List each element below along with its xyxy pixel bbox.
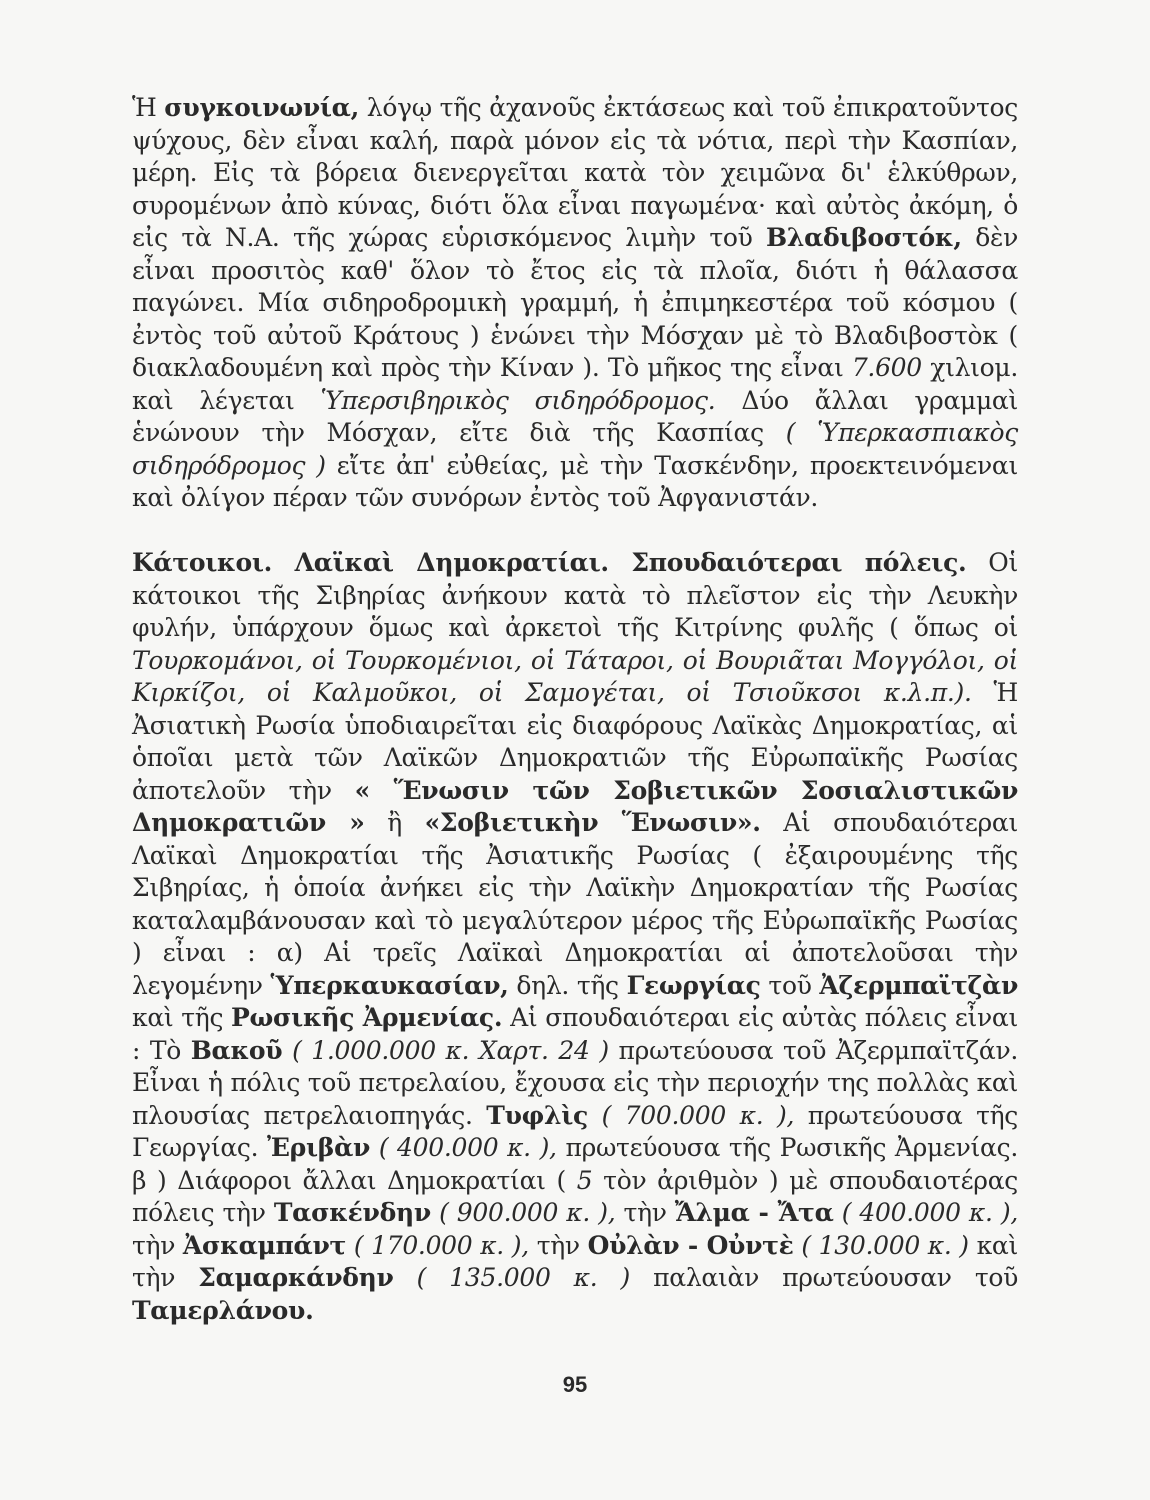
text-run: Ἀζερμπαϊτζὰν [819, 970, 1018, 1000]
text-run: Οἱ κάτοικοι τῆς Σιβηρίας ἀνήκουν κατὰ τὸ πλεῖστον εἰς τὴν Λευκὴν φυλήν, ὑπάρχουν ὅμως καὶ ἀρκετοὶ τῆς Κιτρίνης φυλῆς ( ὅπως οἱ [132, 548, 1018, 642]
text-run: Οὐλὰν - Οὐντὲ [587, 1230, 794, 1260]
text-run: καὶ τὴν [132, 1230, 1018, 1292]
text-run: τὴν [132, 1230, 183, 1260]
text-run: Ἡ [132, 93, 165, 122]
text-run: « Ἕνωσιν τῶν Σοβιετικῶν Σοσιαλιστικῶν Δημοκρατιῶν » [132, 775, 1018, 837]
text-run: Κάτοικοι. Λαϊκαὶ Δημοκρατίαι. Σπουδαιότεραι πόλεις. [132, 548, 967, 577]
text-run: Ρωσικῆς Ἀρμενίας. [231, 1003, 503, 1032]
text-run: Δύο ἄλλαι γραμμαὶ ἑνώνουν τὴν Μόσχαν, εἴτε διὰ τῆς Κασπίας [132, 385, 1019, 447]
text-run: ( Ὑπερκασπιακὸς σιδηρόδρομος ) [132, 418, 1018, 480]
text-run: πρωτεύουσα τῆς Ρωσικῆς Ἀρμενίας. β ) Διάφοροι ἄλλαι Δημοκρατίαι ( [132, 1133, 1018, 1195]
text-run: Αἱ σπουδαιότεραι Λαϊκαὶ Δημοκρατίαι τῆς Ἀσιατικῆς Ρωσίας ( ἐξαιρουμένης τῆς Σιβηρίας, ἡ ὁποία ἀνήκει εἰς τὴν Λαϊκὴν Δημοκρατίαν τῆς Ρωσίας καταλαμβάνουσαν καὶ τὸ μεγαλύτερον μέρος τῆς Εὐρωπαϊκῆς Ρωσίας ) εἶναι : α) Αἱ τρεῖς Λαϊκαὶ Δημοκρατίαι αἱ ἀποτελοῦσαι τὴν λεγομένην [132, 808, 1018, 1000]
paragraph-communications [132, 92, 1018, 515]
text-run: τὸν ἀριθμὸν ) μὲ σπουδαιοτέρας πόλεις τὴν [132, 1165, 1018, 1227]
text-run: Ὑπερσιβηρικὸς σιδηρόδρομος. [320, 385, 716, 415]
text-run: ( 170.000 κ. ), [346, 1230, 529, 1260]
text-run: Ἡ Ἀσιατικὴ Ρωσία ὑποδιαιρεῖται εἰς διαφόρους Λαϊκὰς Δημοκρατίας, αἱ ὁποῖαι μετὰ τῶν Λαϊκῶν Δημοκρατιῶν τῆς Εὐρωπαϊκῆς Ρωσίας ἀποτελοῦν τὴν [132, 678, 1019, 805]
text-run: Τυφλὶς [486, 1100, 588, 1130]
text-run: Γεωργίας [626, 970, 761, 1000]
text-run: Ἄλμα - Ἄτα [674, 1198, 834, 1227]
text-run: εἴτε ἀπ' εὐθείας, μὲ τὴν Τασκένδην, προεκτεινόμεναι καὶ ὀλίγον πέραν τῶν συνόρων ἐντὸς τοῦ Ἀφγανιστάν. [132, 450, 1019, 512]
text-run: ( 130.000 κ. ) [793, 1230, 969, 1260]
text-run: Ἀσκαμπάντ [182, 1230, 347, 1260]
text-run: τὴν [615, 1198, 675, 1227]
text-run: χιλιομ. καὶ λέγεται [132, 353, 1019, 415]
text-run: Ταμερλάνου. [132, 1295, 314, 1325]
text-run: τὴν [528, 1230, 588, 1260]
text-run: Τασκένδην [273, 1198, 431, 1227]
text-run: παλαιὰν πρωτεύουσαν τοῦ [630, 1263, 1018, 1292]
text-run: 5 [576, 1165, 593, 1195]
text-run: Βακοῦ [190, 1035, 283, 1065]
text-run: ( 700.000 κ. ), [587, 1100, 795, 1130]
text-run: δὲν εἶναι προσιτὸς καθ' ὅλον τὸ ἔτος εἰς τὰ πλοῖα, διότι ἡ θάλασσα παγώνει. Μία σιδηροδρομικὴ γραμμή, ἡ ἐπιμηκεστέρα τοῦ κόσμου ( ἐντὸς τοῦ αὐτοῦ Κράτους ) ἑνώνει τὴν Μόσχαν μὲ τὸ Βλαδιβοστὸκ ( διακλαδουμένη καὶ πρὸς τὴν Κίναν ). Τὸ μῆκος της εἶναι [132, 223, 1018, 382]
text-run: ( 135.000 κ. ) [393, 1263, 631, 1292]
text-run: πρωτεύουσα τῆς Γεωργίας. [132, 1100, 1018, 1162]
text-run: Σαμαρκάνδην [198, 1263, 394, 1292]
text-run: ( 900.000 κ. ), [430, 1198, 616, 1227]
text-run: τοῦ [760, 970, 820, 1000]
text-run: λόγῳ τῆς ἀχανοῦς ἐκτάσεως καὶ τοῦ ἐπικρατοῦντος ψύχους, δὲν εἶναι καλή, παρὰ μόνον εἰς τὰ νότια, περὶ τὴν Κασπίαν, μέρη. Εἰς τὰ βόρεια διενεργεῖται κατὰ τὸν χειμῶνα δι' ἑλκύθρων, συρομένων ἀπὸ κύνας, διότι ὅλα εἶναι παγωμένα· καὶ αὐτὸς ἀκόμη, ὁ εἰς τὰ Ν.Α. τῆς χώρας εὑρισκόμενος λιμὴν τοῦ [132, 93, 1019, 252]
text-run: ( 400.000 κ. ), [370, 1133, 557, 1162]
text-run: Βλαδιβοστόκ, [766, 223, 962, 252]
text-run: «Σοβιετικὴν Ἕνωσιν». [424, 808, 761, 837]
text-run: Ὑπερκαυκασίαν, [270, 970, 509, 1000]
text-run: ἢ [364, 808, 425, 837]
text-run: 7.600 [851, 353, 922, 382]
text-run: ( 400.000 κ. ), [833, 1198, 1018, 1227]
text-run: δηλ. τῆς [508, 970, 627, 1000]
text-run: συγκοινωνία, [164, 93, 360, 122]
text-run: ( 1.000.000 κ. Χαρτ. 24 ) [282, 1035, 609, 1065]
text-run: Τουρκομάνοι, οἱ Τουρκομένιοι, οἱ Τάταροι, οἱ Βουριᾶται Μογγόλοι, οἱ Κιρκίζοι, οἱ Καλμοῦκοι, οἱ Σαμογέται, οἱ Τσιοῦκσοι κ.λ.π.). [132, 645, 1018, 707]
text-run: καὶ τῆς [132, 1003, 232, 1032]
text-run: Ἐριβὰν [267, 1133, 371, 1162]
page-number: 95 [562, 1372, 588, 1397]
text-run: Αἱ σπουδαιότεραι εἰς αὐτὰς πόλεις εἶναι : Τὸ [132, 1003, 1018, 1065]
paragraph-inhabitants [132, 547, 1018, 1327]
text-run: πρωτεύουσα τοῦ Ἀζερμπαϊτζάν. Εἶναι ἡ πόλις τοῦ πετρελαίου, ἔχουσα εἰς τὴν περιοχήν της πολλὰς καὶ πλουσίας πετρελαιοπηγάς. [132, 1035, 1019, 1130]
